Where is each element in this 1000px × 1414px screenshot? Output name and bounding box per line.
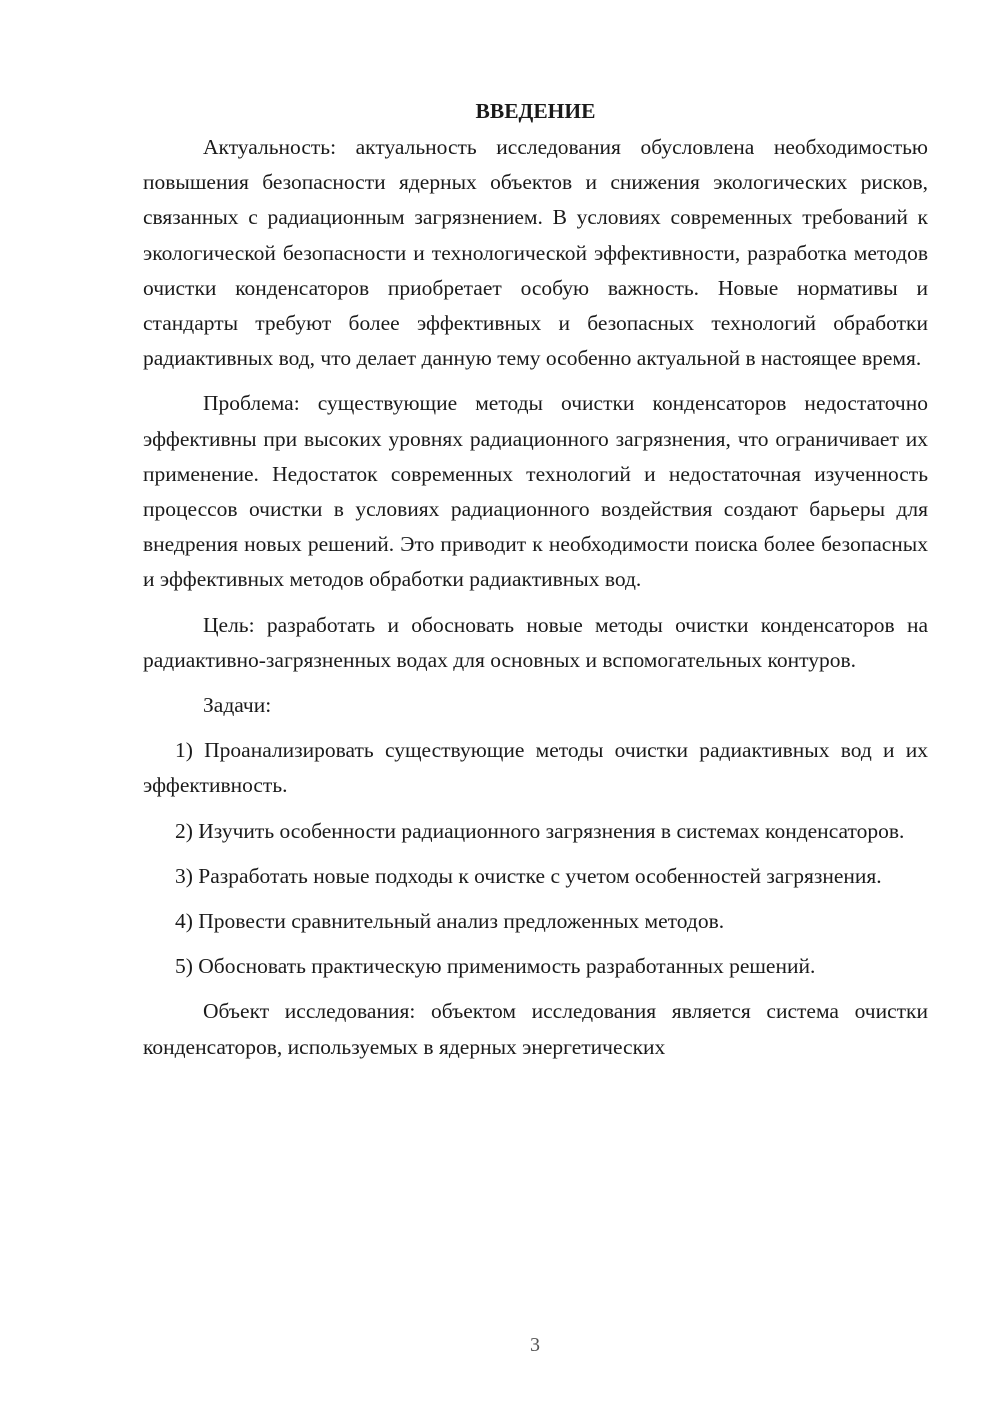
- goal-paragraph: Цель: разработать и обосновать новые методы очистки конденсаторов на радиактивно-загрязненных водах для основных и вспомогательных контуров.: [143, 612, 928, 672]
- paragraph-gap: [143, 723, 928, 733]
- object-paragraph: Объект исследования: объектом исследования является система очистки конденсаторов, используемых в ядерных энергетических: [143, 999, 928, 1059]
- paragraph-gap: [143, 939, 928, 949]
- task-item: 5) Обосновать практическую применимость разработанных решений.: [175, 954, 816, 979]
- paragraph-gap: [143, 376, 928, 386]
- paragraph-gap: [143, 804, 928, 814]
- section-heading: ВВЕДЕНИЕ: [475, 99, 596, 123]
- paragraph-gap: [143, 984, 928, 994]
- task-item: 2) Изучить особенности радиационного загрязнения в системах конденсаторов.: [175, 818, 905, 843]
- paragraph-gap: [143, 598, 928, 608]
- task-item: 3) Разработать новые подходы к очистке с учетом особенностей загрязнения.: [175, 863, 882, 888]
- task-item: 4) Провести сравнительный анализ предложенных методов.: [175, 909, 725, 934]
- paragraph-gap: [143, 849, 928, 859]
- paragraph-gap: [143, 894, 928, 904]
- page-content: [143, 94, 928, 1065]
- problem-paragraph: Проблема: существующие методы очистки конденсаторов недостаточно эффективны при высоких уровнях радиационного загрязнения, что ограничивает их применение. Недостаток современных технологий и недостаточная изученность процессов очистки в условиях радиационного воздействия создают барьеры для внедрения новых решений. Это приводит к необходимости поиска более безопасных и эффективных методов обработки радиактивных вод.: [143, 391, 928, 592]
- tasks-label: Задачи:: [203, 693, 272, 718]
- page-number: 3: [530, 1334, 540, 1356]
- relevance-paragraph: Актуальность: актуальность исследования обусловлена необходимостью повышения безопасности ядерных объектов и снижения экологических рисков, связанных с радиационным загрязнением. В условиях современных требований к экологической безопасности и технологической эффективности, разработка методов очистки конденсаторов приобретает особую важность. Новые нормативы и стандарты требуют более эффективных и безопасных технологий обработки радиактивных вод, что делает данную тему особенно актуальной в настоящее время.: [143, 135, 928, 371]
- task-item: 1) Проанализировать существующие методы очистки радиактивных вод и их эффективность.: [143, 738, 928, 798]
- paragraph-gap: [143, 678, 928, 688]
